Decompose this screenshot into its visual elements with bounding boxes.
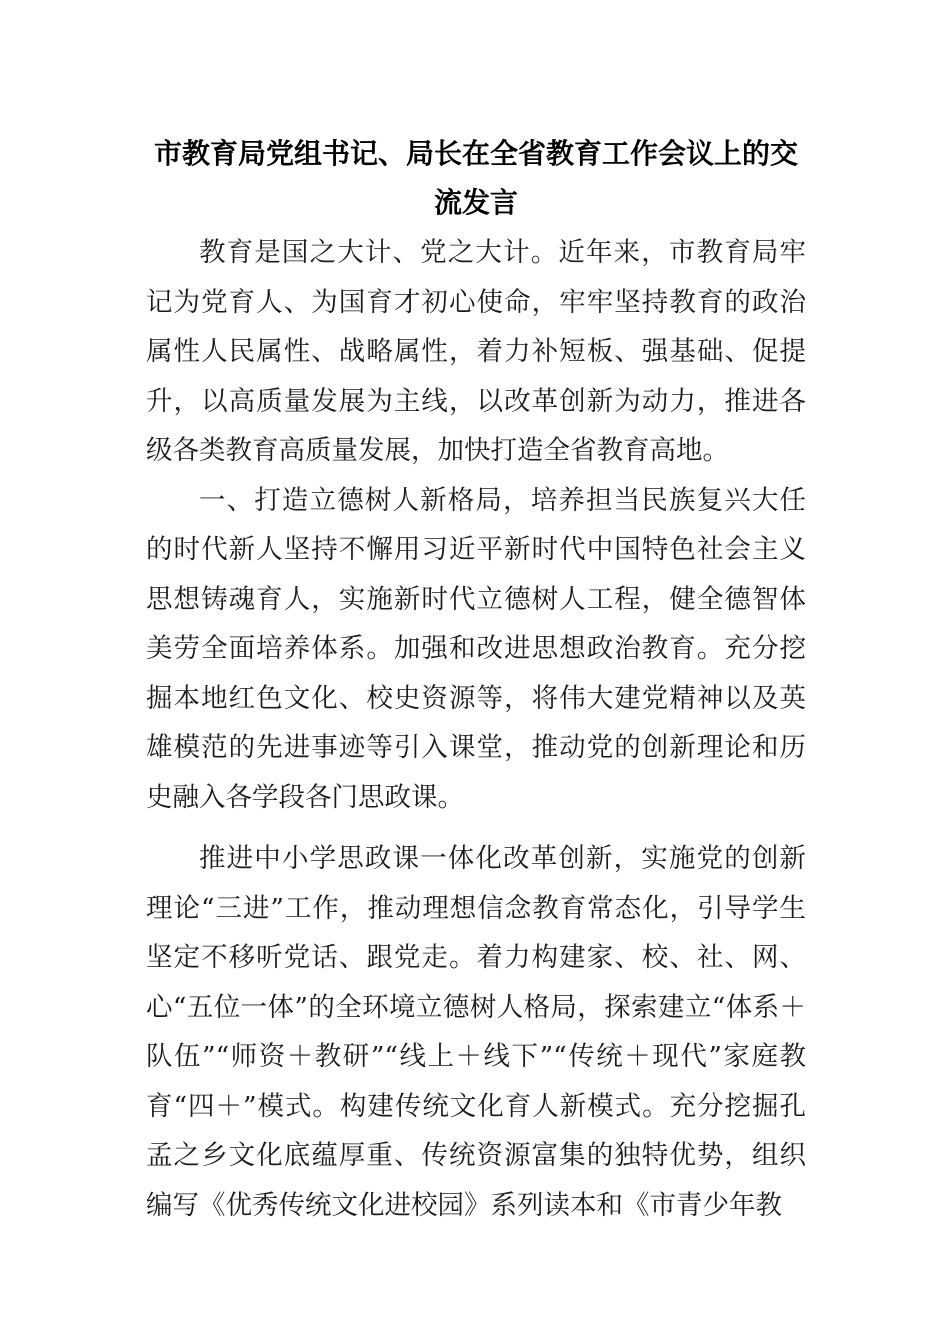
document-title: 市教育局党组书记、局长在全省教育工作会议上的交流发言 [153,137,798,219]
paragraph-section-one-continued: 推进中小学思政课一体化改革创新，实施党的创新理论“三进”工作，推动理想信念教育常态化，引导学生坚定不移听党话、跟党走。着力构建家、校、社、网、心“五位一体”的全环境立德树人格局，探索建立“体系＋队伍”“师资＋教研”“线上＋线下”“传统＋现代”家庭教育“四＋”模式。构建传统文化育人新模式。充分挖掘孔孟之乡文化底蕴厚重、传统资源富集的独特优势，组织编写《优秀传统文化进校园》系列读本和《市青少年教 [146,843,806,1221]
paragraph-intro: 教育是国之大计、党之大计。近年来，市教育局牢记为党育人、为国育才初心使命，牢牢坚持教育的政治属性人民属性、战略属性，着力补短板、强基础、促提升，以高质量发展为主线，以改革创新为动力，推进各级各类教育高质量发展，加快打造全省教育高地。 [146,237,806,466]
paragraph-section-one: 一、打造立德树人新格局，培养担当民族复兴大任的时代新人坚持不懈用习近平新时代中国特色社会主义思想铸魂育人，实施新时代立德树人工程，健全德智体美劳全面培养体系。加强和改进思想政治教育。充分挖掘本地红色文化、校史资源等，将伟大建党精神以及英雄模范的先进事迹等引入课堂，推动党的创新理论和历史融入各学段各门思政课。 [146,484,806,813]
document-body [146,228,806,1230]
